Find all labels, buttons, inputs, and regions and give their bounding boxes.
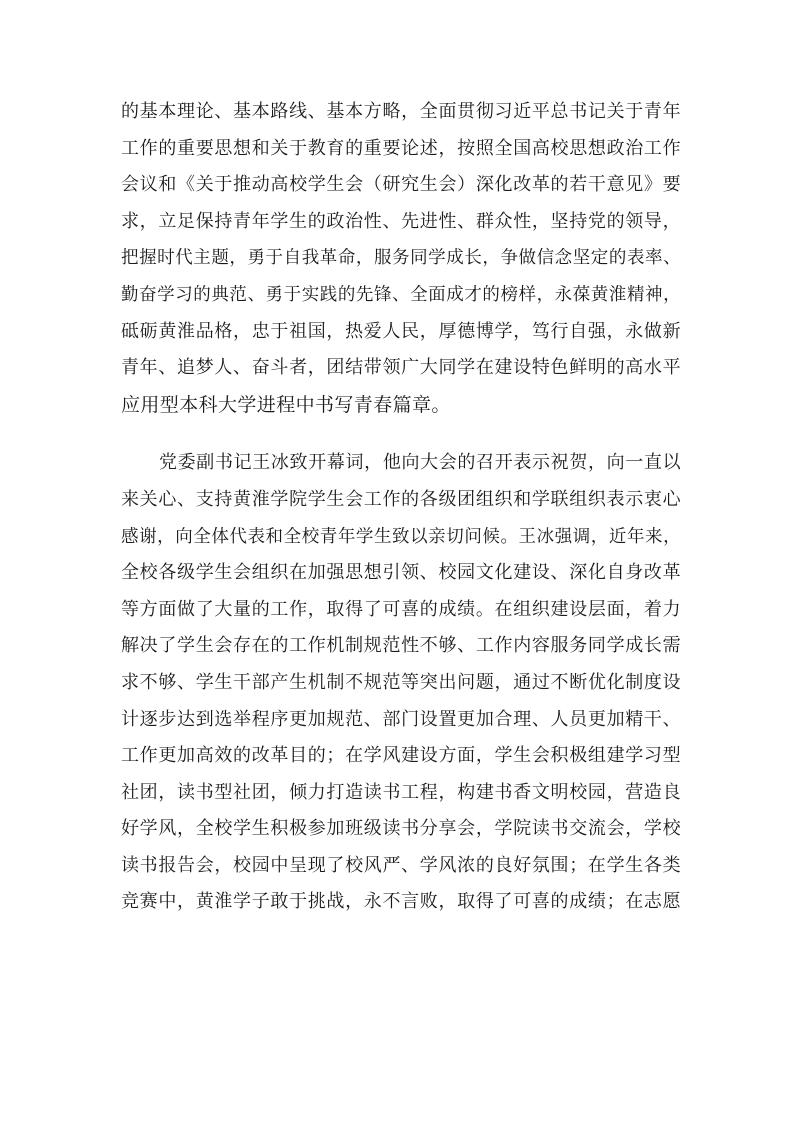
text-line: 感谢，向全体代表和全校青年学生致以亲切问候。王冰强调，近年来， [121,526,681,547]
paragraph-2 [121,445,681,921]
text-line: 砥砺黄淮品格，忠于祖国，热爱人民，厚德博学，笃行自强，永做新 [121,320,681,342]
text-line: 竞赛中，黄淮学子敢于挑战，永不言败，取得了可喜的成绩；在志愿 [121,891,681,913]
text-line: 来关心、支持黄淮学院学生会工作的各级团组织和学联组织表示衷心 [121,488,681,510]
text-line: 好学风，全校学生积极参加班级读书分享会，学院读书交流会，学校 [121,818,681,840]
document-body [121,94,681,921]
text-line: 求不够、学生干部产生机制不规范等突出问题，通过不断优化制度设 [121,671,681,693]
text-line: 社团，读书型社团，倾力打造读书工程，构建书香文明校园，营造良 [121,781,681,803]
text-line: 工作的重要思想和关于教育的重要论述，按照全国高校思想政治工作 [121,137,681,159]
text-line: 青年、追梦人、奋斗者，团结带领广大同学在建设特色鲜明的高水平 [121,357,681,379]
text-line: 的基本理论、基本路线、基本方略，全面贯彻习近平总书记关于青年 [121,101,681,122]
text-line: 工作更加高效的改革目的；在学风建设方面，学生会积极组建学习型 [121,745,681,767]
text-line: 求，立足保持青年学生的政治性、先进性、群众性，坚持党的领导， [121,210,681,232]
text-line: 把握时代主题，勇于自我革命，服务同学成长，争做信念坚定的表率、 [121,248,681,269]
paragraph-1 [121,94,681,423]
text-line: 解决了学生会存在的工作机制规范性不够、工作内容服务同学成长需 [121,635,681,657]
text-line: 读书报告会，校园中呈现了校风严、学风浓的良好氛围；在学生各类 [121,854,681,876]
text-line-indented: 党委副书记王冰致开幕词，他向大会的召开表示祝贺，向一直以 [159,452,681,474]
text-line: 勤奋学习的典范、勇于实践的先锋、全面成才的榜样，永葆黄淮精神， [121,284,681,305]
text-line: 等方面做了大量的工作，取得了可喜的成绩。在组织建设层面，着力 [121,598,681,620]
paragraph-spacer [121,423,681,445]
text-line: 应用型本科大学进程中书写青春篇章。 [121,393,451,416]
text-line: 全校各级学生会组织在加强思想引领、校园文化建设、深化自身改革 [121,562,681,584]
text-line: 会议和《关于推动高校学生会（研究生会）深化改革的若干意见》要 [121,174,681,196]
text-line: 计逐步达到选举程序更加规范、部门设置更加合理、人员更加精干、 [121,708,681,730]
